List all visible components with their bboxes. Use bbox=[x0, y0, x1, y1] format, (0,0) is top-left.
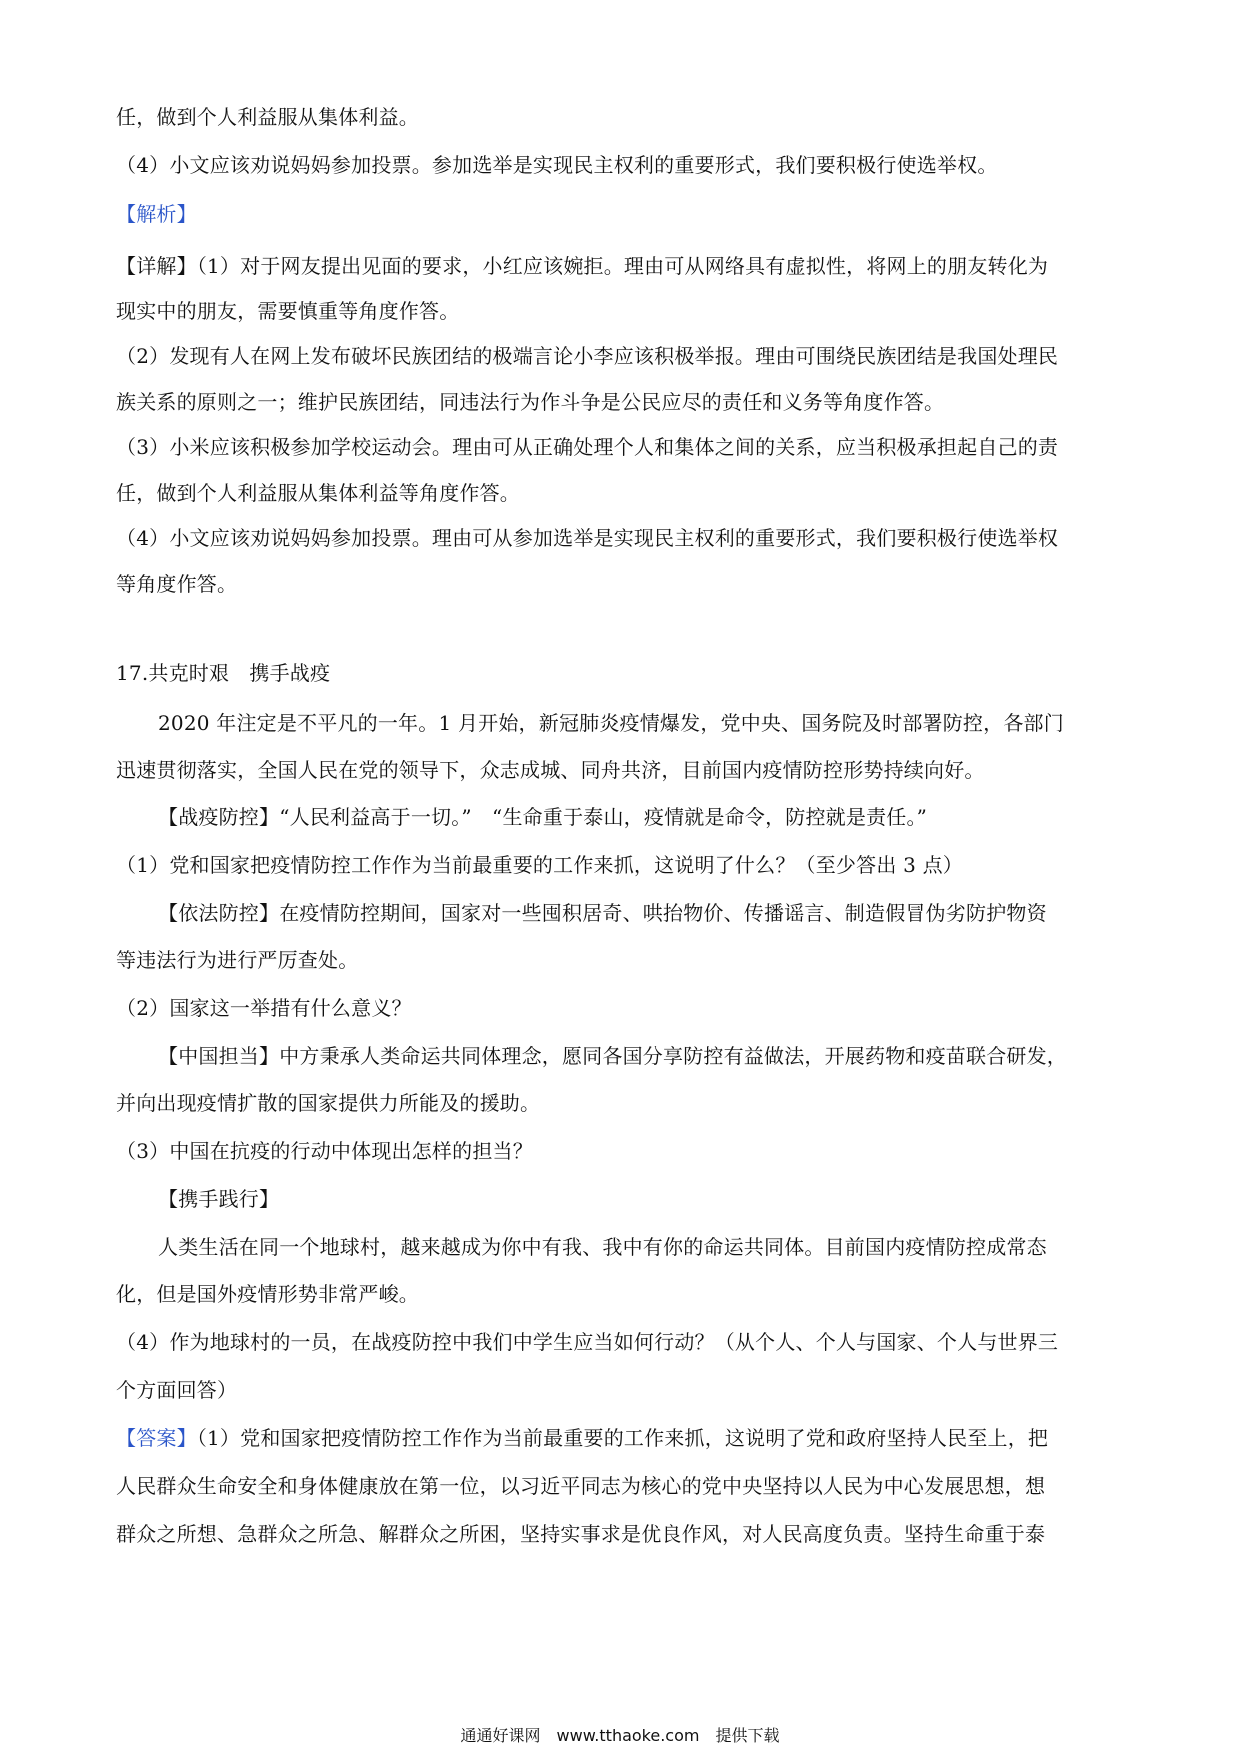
sub-question: 个方面回答） bbox=[116, 1378, 238, 1402]
sub-question: （3）中国在抗疫的行动中体现出怎样的担当？ bbox=[116, 1139, 533, 1163]
sub-question: （2）国家这一举措有什么意义？ bbox=[116, 996, 412, 1020]
answer-line bbox=[116, 1424, 1048, 1452]
material-line: 【中国担当】中方秉承人类命运共同体理念，愿同各国分享防控有益做法，开展药物和疫苗联合研发， bbox=[158, 1044, 1067, 1068]
material-line: 化，但是国外疫情形势非常严峻。 bbox=[116, 1282, 419, 1306]
material-line: 人类生活在同一个地球村，越来越成为你中有我、我中有你的命运共同体。目前国内疫情防控成常态 bbox=[158, 1235, 1047, 1259]
answer-text: （1）党和国家把疫情防控工作作为当前最重要的工作来抓，这说明了党和政府坚持人民至上，把 bbox=[196, 1426, 1049, 1450]
sub-question: （1）党和国家把疫情防控工作作为当前最重要的工作来抓，这说明了什么？（至少答出 3 点） bbox=[116, 853, 963, 877]
material-heading: 【携手践行】 bbox=[158, 1187, 280, 1211]
material-line: 等违法行为进行严厉查处。 bbox=[116, 948, 359, 972]
detail-line: 等角度作答。 bbox=[116, 572, 238, 596]
detail-line: 任，做到个人利益服从集体利益等角度作答。 bbox=[116, 481, 520, 505]
detail-line: （4）小文应该劝说妈妈参加投票。理由可从参加选举是实现民主权利的重要形式，我们要积极行使选举权 bbox=[116, 526, 1059, 550]
detail-line: 族关系的原则之一；维护民族团结，同违法行为作斗争是公民应尽的责任和义务等角度作答。 bbox=[116, 390, 945, 414]
intro-line: 迅速贯彻落实，全国人民在党的领导下，众志成城、同舟共济，目前国内疫情防控形势持续向好。 bbox=[116, 758, 985, 782]
material-line: 【战疫防控】“人民利益高于一切。” “生命重于泰山，疫情就是命令，防控就是责任。” bbox=[158, 805, 928, 829]
intro-line: 2020 年注定是不平凡的一年。1 月开始，新冠肺炎疫情爆发，党中央、国务院及时部署防控，各部门 bbox=[158, 711, 1064, 735]
page-footer: 通通好课网 www.tthaoke.com 提供下载 bbox=[460, 1726, 780, 1745]
detail-line: 现实中的朋友，需要慎重等角度作答。 bbox=[116, 299, 460, 323]
analysis-tag: 【解析】 bbox=[116, 202, 197, 226]
sub-question: （4）作为地球村的一员，在战疫防控中我们中学生应当如何行动？（从个人、个人与国家、个人与世界三 bbox=[116, 1330, 1059, 1354]
detail-tag: 【详解】 bbox=[116, 254, 197, 278]
detail-line bbox=[116, 252, 1048, 280]
question-title: 17.共克时艰 携手战疫 bbox=[116, 661, 331, 685]
answer-tag: 【答案】 bbox=[116, 1426, 197, 1450]
detail-text: （1）对于网友提出见面的要求，小红应该婉拒。理由可从网络具有虚拟性，将网上的朋友转化为 bbox=[196, 254, 1049, 278]
material-line: 【依法防控】在疫情防控期间，国家对一些囤积居奇、哄抬物价、传播谣言、制造假冒伪劣防护物资 bbox=[158, 901, 1047, 925]
answer-line: 人民群众生命安全和身体健康放在第一位，以习近平同志为核心的党中央坚持以人民为中心发展思想，想 bbox=[116, 1474, 1046, 1498]
material-line: 并向出现疫情扩散的国家提供力所能及的援助。 bbox=[116, 1091, 541, 1115]
detail-line: （2）发现有人在网上发布破坏民族团结的极端言论小李应该积极举报。理由可围绕民族团结是我国处理民 bbox=[116, 344, 1059, 368]
prev-answer-line: （4）小文应该劝说妈妈参加投票。参加选举是实现民主权利的重要形式，我们要积极行使选举权。 bbox=[116, 153, 998, 177]
answer-line: 群众之所想、急群众之所急、解群众之所困，坚持实事求是优良作风，对人民高度负责。坚持生命重于泰 bbox=[116, 1522, 1046, 1546]
detail-line: （3）小米应该积极参加学校运动会。理由可从正确处理个人和集体之间的关系，应当积极承担起自己的责 bbox=[116, 435, 1059, 459]
prev-answer-line: 任，做到个人利益服从集体利益。 bbox=[116, 105, 419, 129]
